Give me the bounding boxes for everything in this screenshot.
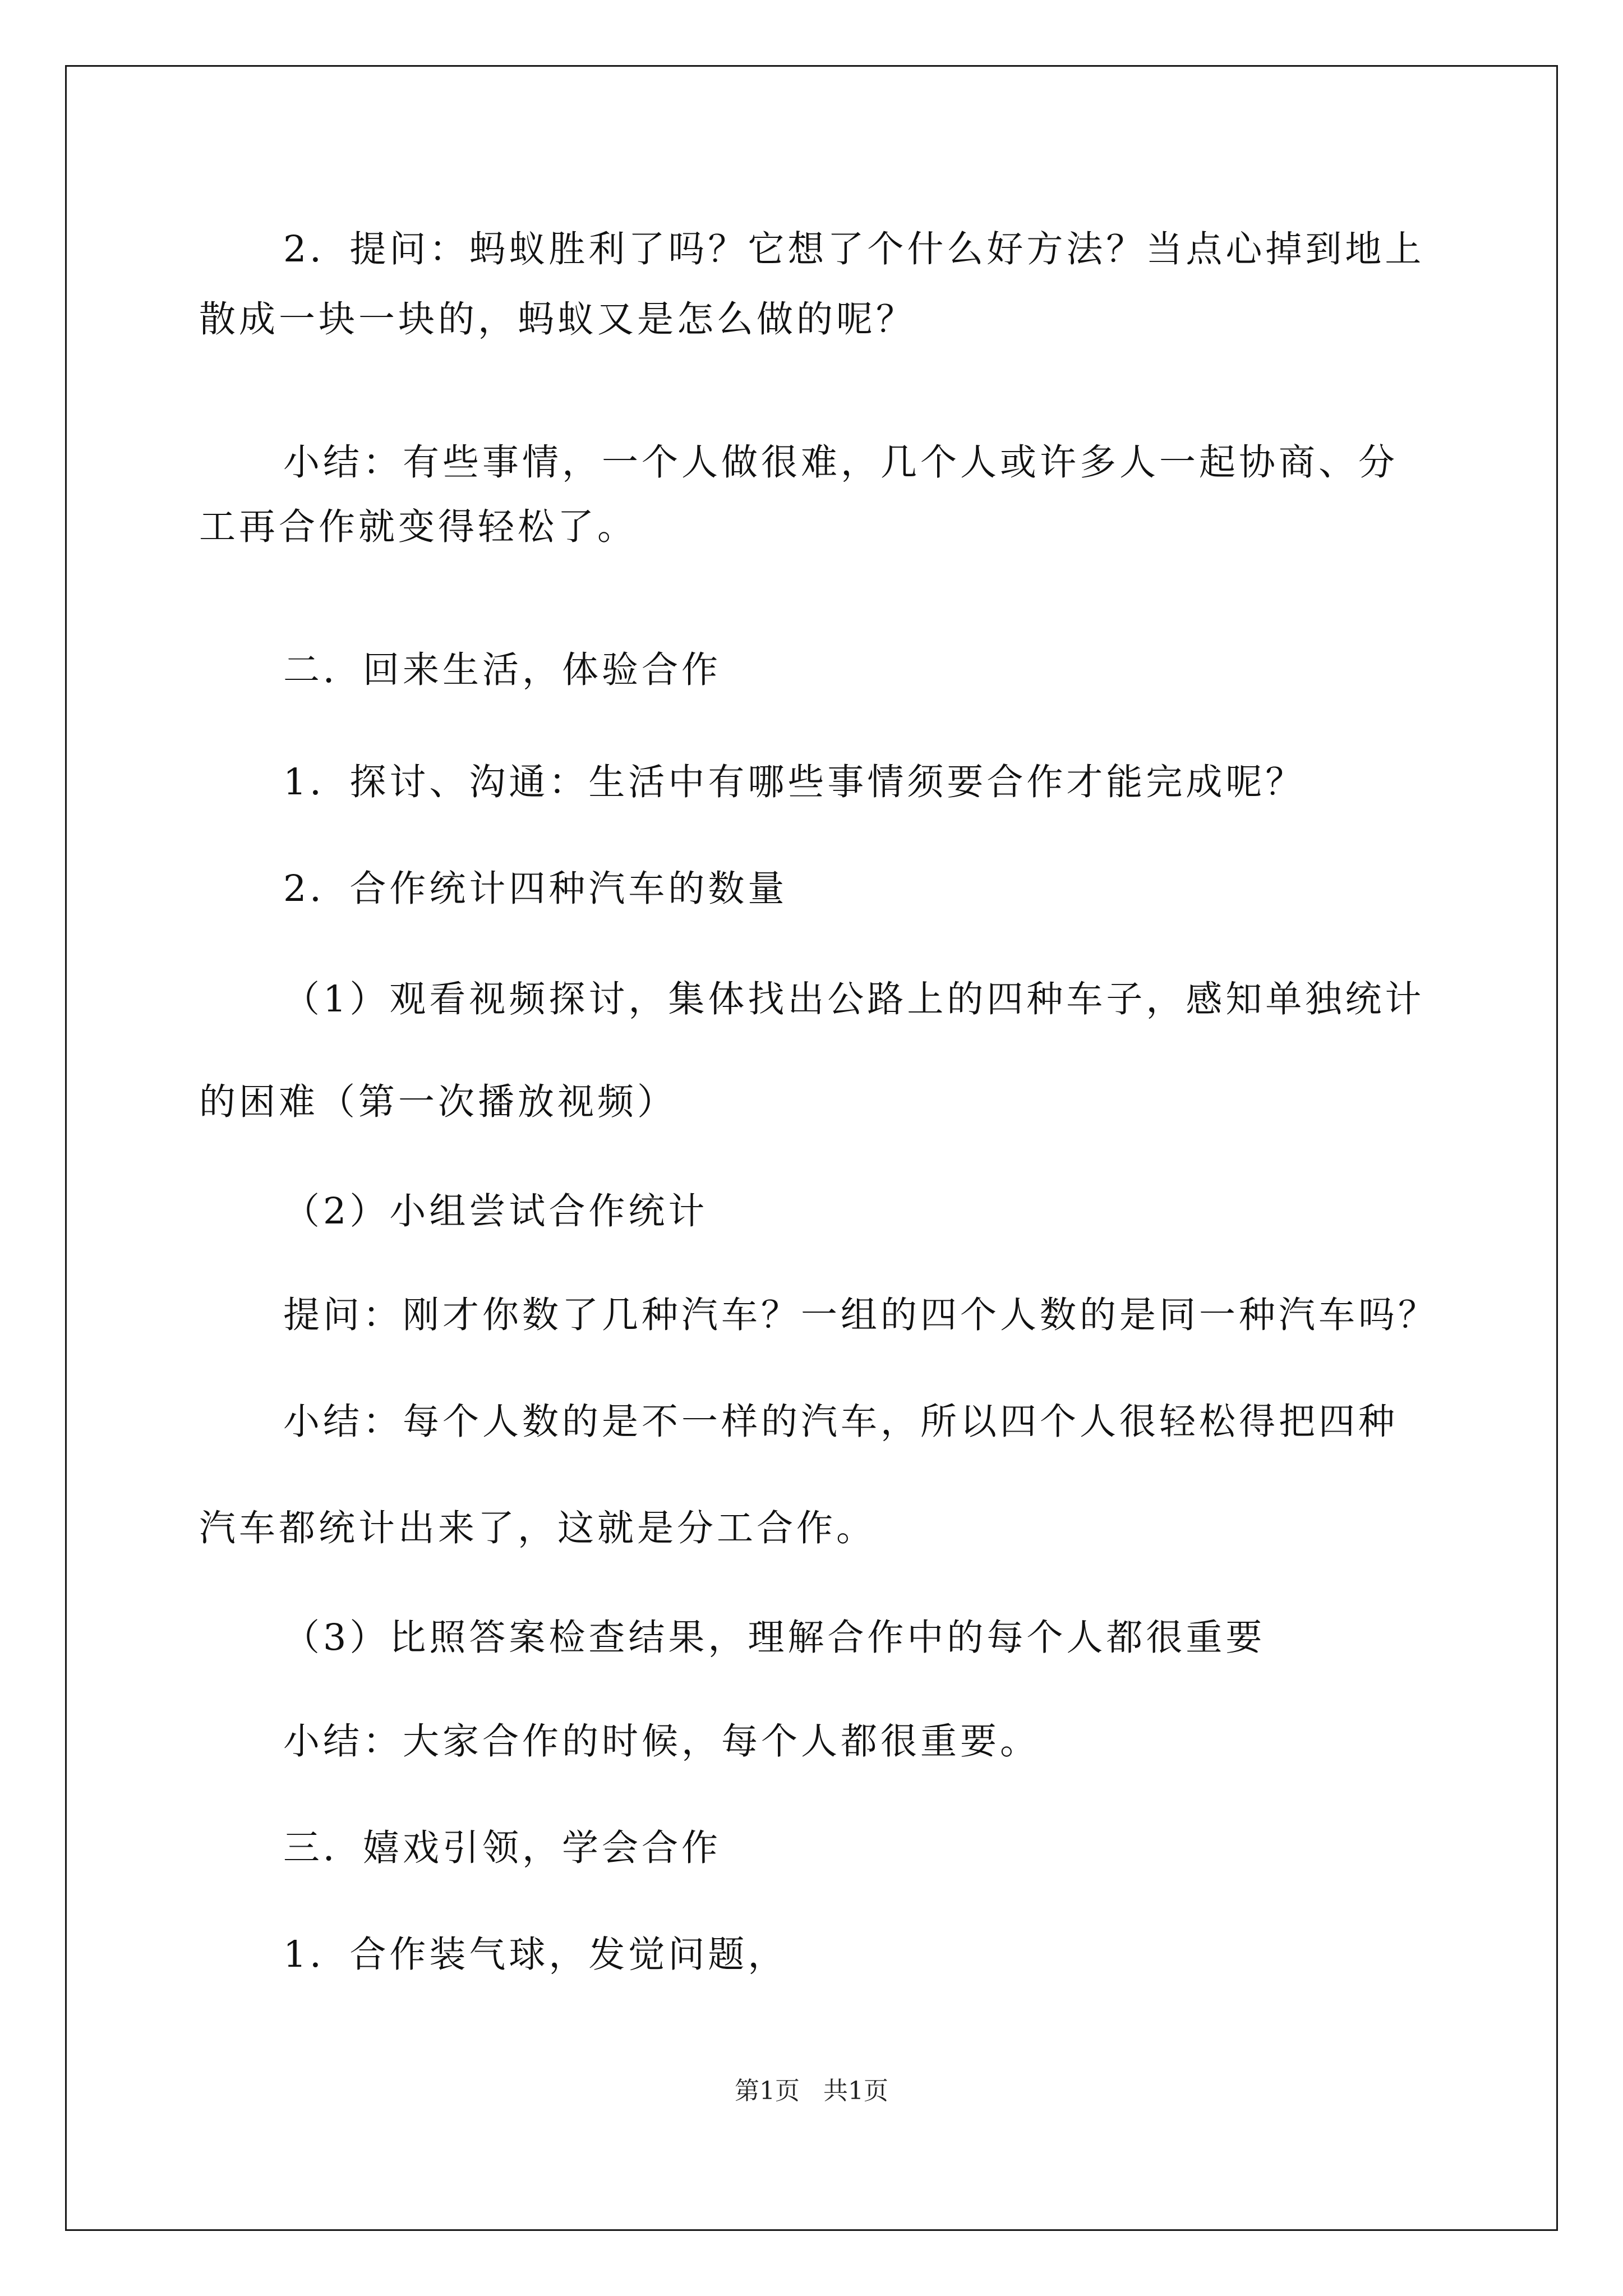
paragraph-line: 提问：刚才你数了几种汽车？一组的四个人数的是同一种汽车吗？ (283, 1294, 1438, 1336)
paragraph-line: 小结：每个人数的是不一样的汽车，所以四个人很轻松得把四种 (283, 1401, 1399, 1443)
paragraph-line: 2．合作统计四种汽车的数量 (283, 868, 788, 910)
page-border (65, 65, 1558, 2231)
paragraph-line: 工再合作就变得轻松了。 (199, 506, 638, 548)
paragraph-line: 汽车都统计出来了，这就是分工合作。 (199, 1507, 877, 1549)
paragraph-line: （3）比照答案检查结果，理解合作中的每个人都很重要 (283, 1617, 1266, 1659)
paragraph-line: 1．探讨、沟通：生活中有哪些事情须要合作才能完成呢？ (283, 761, 1306, 803)
paragraph-line: 小结：大家合作的时候，每个人都很重要。 (283, 1720, 1040, 1763)
paragraph-line: （2）小组尝试合作统计 (283, 1190, 708, 1232)
paragraph-line: 小结：有些事情，一个人做很难，几个人或许多人一起协商、分 (283, 441, 1399, 484)
section-heading: 二．回来生活，体验合作 (283, 649, 722, 691)
paragraph-line: （1）观看视频探讨，集体找出公路上的四种车子，感知单独统计 (283, 978, 1425, 1020)
paragraph-line: 1．合作装气球，发觉问题， (283, 1934, 788, 1976)
page-number-footer: 第1页 共1页 (735, 2077, 888, 2105)
section-heading: 三．嬉戏引领，学会合作 (283, 1827, 722, 1869)
paragraph-line: 散成一块一块的，蚂蚁又是怎么做的呢？ (199, 298, 916, 341)
paragraph-line: 的困难（第一次播放视频） (199, 1081, 677, 1123)
paragraph-line: 2．提问：蚂蚁胜利了吗？它想了个什么好方法？当点心掉到地上 (283, 228, 1425, 270)
